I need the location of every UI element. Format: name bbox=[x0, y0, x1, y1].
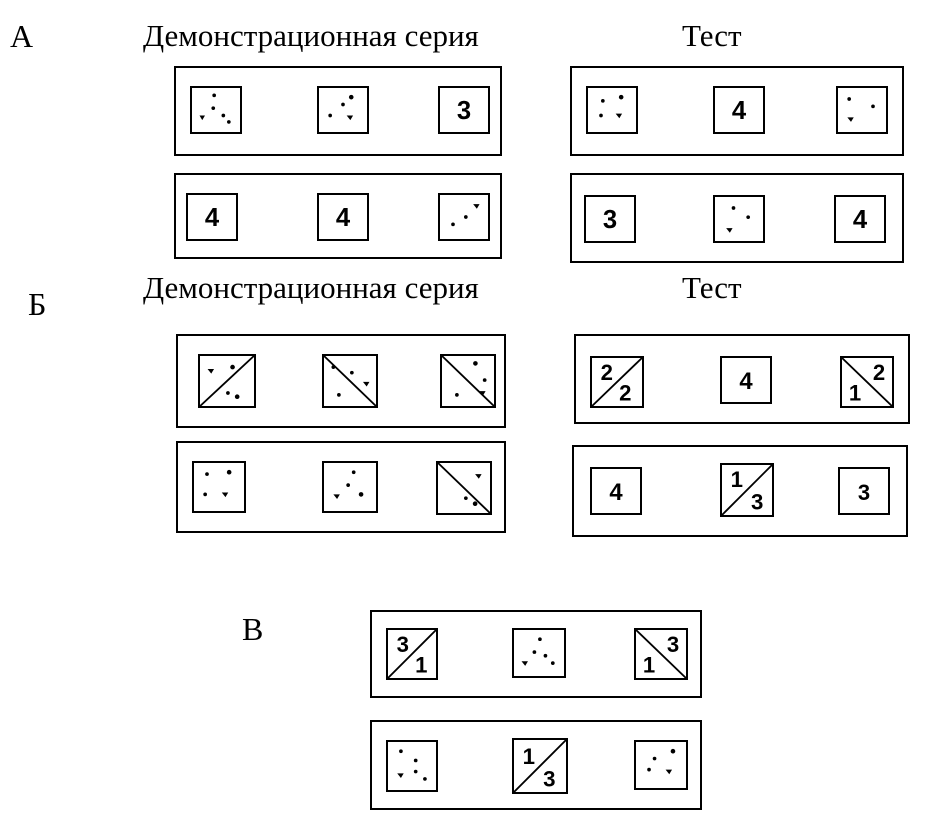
digit-label: 1 bbox=[642, 652, 656, 678]
card-dots bbox=[317, 86, 369, 134]
test-heading-a: Тест bbox=[682, 18, 742, 53]
digit-label: 2 bbox=[600, 360, 614, 386]
series-panel-a-demo-2 bbox=[174, 173, 502, 259]
card-dots bbox=[512, 628, 566, 678]
series-panel-a-test-2 bbox=[570, 173, 904, 263]
series-panel-b-test-1 bbox=[574, 334, 910, 424]
card-diagonal-dots bbox=[322, 354, 378, 408]
digit-label: 2 bbox=[872, 360, 886, 386]
card-digit bbox=[584, 195, 636, 243]
card-dots bbox=[836, 86, 888, 134]
digit-label: 3 bbox=[543, 766, 556, 792]
card-digit bbox=[713, 86, 765, 134]
digit-label: 3 bbox=[456, 97, 472, 126]
series-panel-b-test-2 bbox=[572, 445, 908, 537]
card-dots bbox=[438, 193, 490, 241]
digit-label: 4 bbox=[335, 204, 351, 233]
card-diagonal-dots bbox=[440, 354, 496, 408]
card-diagonal-digits bbox=[634, 628, 688, 680]
series-panel-c-2 bbox=[370, 720, 702, 810]
card-diagonal-dots bbox=[198, 354, 256, 408]
card-digit bbox=[838, 467, 890, 515]
digit-label: 4 bbox=[852, 206, 868, 235]
digit-label: 3 bbox=[751, 489, 764, 515]
section-label-c: В bbox=[242, 611, 264, 647]
section-label-b: Б bbox=[28, 286, 47, 322]
digit-label: 4 bbox=[739, 368, 753, 396]
card-digit bbox=[317, 193, 369, 241]
series-panel-b-demo-1 bbox=[176, 334, 506, 428]
card-dots bbox=[634, 740, 688, 790]
card-dots bbox=[713, 195, 765, 243]
card-diagonal-digits bbox=[590, 356, 644, 408]
digit-label: 3 bbox=[857, 480, 871, 506]
card-dots bbox=[586, 86, 638, 134]
card-digit bbox=[590, 467, 642, 515]
digit-label: 2 bbox=[619, 380, 632, 406]
digit-label: 4 bbox=[731, 97, 747, 126]
card-digit bbox=[834, 195, 886, 243]
card-dots bbox=[190, 86, 242, 134]
digit-label: 1 bbox=[848, 380, 862, 406]
card-diagonal-digits bbox=[840, 356, 894, 408]
card-digit bbox=[186, 193, 238, 241]
card-diagonal-digits bbox=[720, 463, 774, 517]
card-digit bbox=[720, 356, 772, 404]
digit-label: 3 bbox=[602, 206, 618, 235]
digit-label: 4 bbox=[204, 204, 220, 233]
card-dots bbox=[386, 740, 438, 792]
card-digit bbox=[438, 86, 490, 134]
card-diagonal-dots bbox=[436, 461, 492, 515]
digit-label: 1 bbox=[730, 467, 743, 493]
digit-label: 1 bbox=[522, 744, 536, 770]
section-label-a: А bbox=[10, 18, 34, 54]
series-panel-b-demo-2 bbox=[176, 441, 506, 533]
series-panel-a-test-1 bbox=[570, 66, 904, 156]
digit-label: 3 bbox=[666, 632, 680, 658]
card-diagonal-digits bbox=[386, 628, 438, 680]
card-dots bbox=[322, 461, 378, 513]
digit-label: 1 bbox=[415, 652, 428, 678]
digit-label: 4 bbox=[609, 479, 623, 507]
demo-heading-a: Демонстрационная серия bbox=[143, 18, 479, 53]
card-diagonal-digits bbox=[512, 738, 568, 794]
demo-heading-b: Демонстрационная серия bbox=[143, 270, 479, 305]
digit-label: 3 bbox=[396, 632, 409, 658]
series-panel-a-demo-1 bbox=[174, 66, 502, 156]
series-panel-c-1 bbox=[370, 610, 702, 698]
test-heading-b: Тест bbox=[682, 270, 742, 305]
card-dots bbox=[192, 461, 246, 513]
